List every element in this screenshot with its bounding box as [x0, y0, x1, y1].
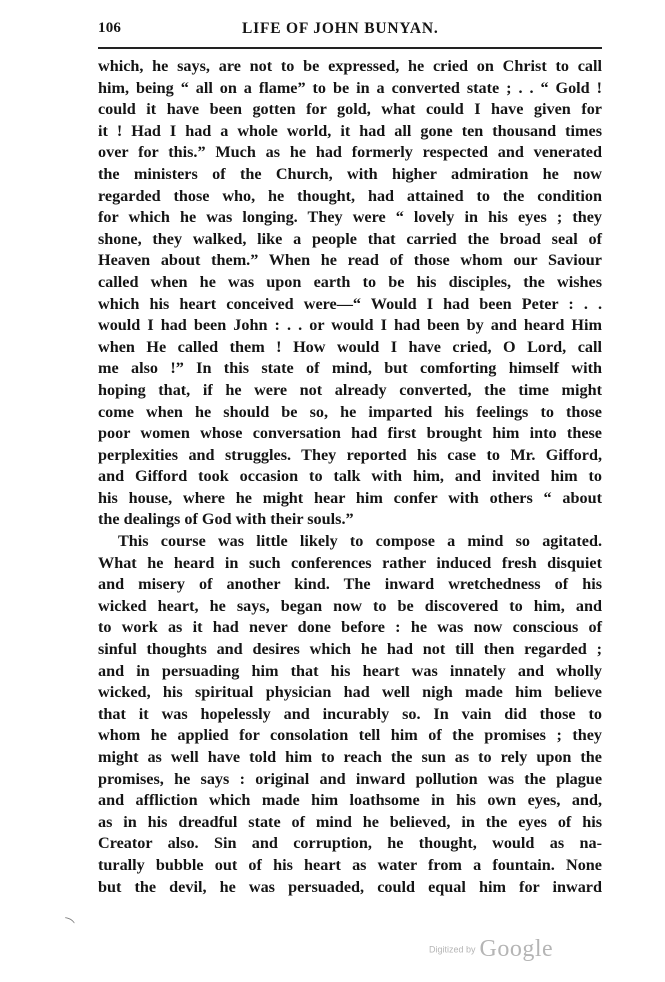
text-line: and in persuading him that his heart was innately and wholly — [98, 661, 602, 680]
text-line: wicked, his spiritual physician had well nigh made him believe — [98, 683, 602, 702]
text-line: the ministers of the Church, with higher admiration he now — [98, 164, 602, 183]
text-line: shone, they walked, like a people that carried the broad seal of — [98, 229, 602, 248]
text-line: perplexities and struggles. They reported his case to Mr. Gifford, — [98, 445, 602, 464]
text-line: come when he should be so, he imparted his feelings to those — [98, 402, 602, 421]
page-number: 106 — [98, 20, 122, 36]
text-line: and affliction which made him loathsome in his own eyes, and, — [98, 791, 602, 810]
text-line: might as well have told him to reach the sun as to rely upon the — [98, 748, 602, 766]
watermark-prefix: Digitized by — [429, 944, 476, 955]
page-header — [98, 20, 602, 44]
text-line: to work as it had never done before : he was now conscious of — [98, 618, 602, 637]
text-line: it ! Had I had a whole world, it had all gone ten thousand times — [98, 121, 602, 140]
text-line: him, being “ all on a flame” to be in a converted state ; . . “ Gold ! — [98, 78, 602, 97]
text-line: but the devil, he was persuaded, could equal him for inward — [98, 877, 602, 896]
text-line: his house, where he might hear him confer with others “ about — [98, 488, 602, 507]
text-line: poor women whose conversation had first brought him into these — [98, 424, 602, 443]
text-line: What he heard in such conferences rather induced fresh disquiet — [98, 553, 602, 572]
text-line: which his heart conceived were—“ Would I had been Peter : . . — [98, 294, 602, 313]
text-line: when He called them ! How would I have cried, O Lord, call — [98, 337, 602, 356]
text-line: called when he was upon earth to be his disciples, the wishes — [98, 272, 602, 291]
digitized-watermark — [429, 936, 553, 963]
text-line: would I had been John : . . or would I had been by and heard Him — [98, 316, 602, 335]
text-line: over for this.” Much as he had formerly respected and venerated — [98, 143, 602, 162]
text-line: Heaven about them.” When he read of those whom our Saviour — [98, 251, 602, 270]
header-rule — [98, 47, 602, 49]
text-line: and misery of another kind. The inward wretchedness of his — [98, 575, 602, 594]
scan-speck-mark: ⁀ — [59, 916, 75, 934]
text-line: for which he was longing. They were “ lovely in his eyes ; they — [98, 208, 602, 227]
text-line: regarded those who, he thought, had attained to the condition — [98, 186, 602, 205]
body-text — [98, 56, 602, 898]
text-line: Creator also. Sin and corruption, he thought, would as na- — [98, 834, 602, 853]
text-line: and Gifford took occasion to talk with him, and invited him to — [98, 467, 602, 486]
text-line: as in his dreadful state of mind he believed, in the eyes of his — [98, 812, 602, 831]
text-line: that it was hopelessly and incurably so. In vain did those to — [98, 704, 602, 723]
google-logo-text: Google — [479, 936, 554, 962]
paragraph-start-line: This course was little likely to compose a mind so agitated. — [118, 532, 602, 551]
text-line: turally bubble out of his heart as water from a fountain. None — [98, 855, 602, 874]
text-line: me also !” In this state of mind, but comforting himself with — [98, 359, 602, 378]
text-line: wicked heart, he says, began now to be discovered to him, and — [98, 596, 602, 615]
text-line: which, he says, are not to be expressed, he cried on Christ to call — [98, 57, 602, 75]
text-line: could it have been gotten for gold, what could I have given for — [98, 100, 602, 119]
paragraph-end-line: the dealings of God with their souls.” — [98, 510, 354, 529]
text-line: whom he applied for consolation tell him of the promises ; they — [98, 726, 602, 745]
running-head: LIFE OF JOHN BUNYAN. — [242, 20, 439, 37]
text-line: hoping that, if he were not already converted, the time might — [98, 380, 602, 399]
text-line: promises, he says : original and inward pollution was the plague — [98, 769, 602, 788]
text-line: sinful thoughts and desires which he had not till then regarded ; — [98, 640, 602, 659]
